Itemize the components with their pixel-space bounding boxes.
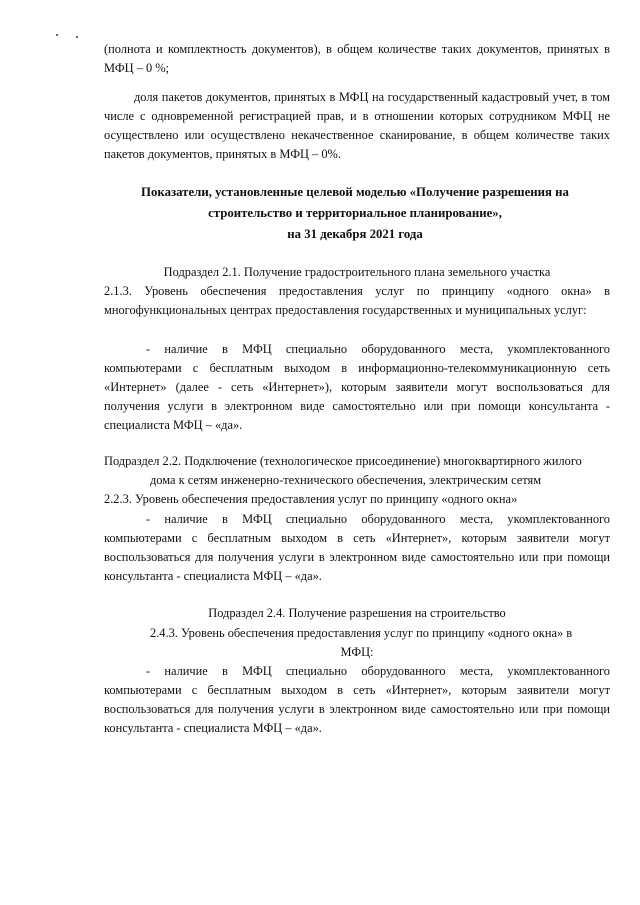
section-2-1-item: 2.1.3. Уровень обеспечения предоставления услуг по принципу «одного окна» в многофункциональных центрах предоставления государственных и муниципальных услуг: [104,284,610,317]
section-2-2-title-line-2: дома к сетям инженерно-технического обеспечения, электрическим сетям [150,473,542,487]
section-2-2-item: 2.2.3. Уровень обеспечения предоставления услуг по принципу «одного окна» [104,492,518,506]
heading-line-3: на 31 декабря 2021 года [287,227,423,241]
section-2-1-detail: - наличие в МФЦ специально оборудованного места, укомплектованного компьютерами с бесплатным выходом в информационно-телекоммуникационную сеть «Интернет» (далее - сеть «Интернет»), которым заявители могут воспользоваться для получения услуги в электронном виде самостоятельно или при помощи консультанта - специалиста МФЦ – «да». [104,342,610,432]
heading-line-1: Показатели, установленные целевой моделью «Получение разрешения на [141,185,569,199]
intro-paragraph-2: доля пакетов документов, принятых в МФЦ на государственный кадастровый учет, в том числе с одновременной регистрацией прав, и в отношении которых сотрудником МФЦ не осуществлено или осуществлено некачественное сканирование, в общем количестве таких пакетов документов, принятых в МФЦ – 0%. [104,90,610,161]
scan-speck [76,36,78,38]
intro-paragraph-1: (полнота и комплектность документов), в общем количестве таких документов, принятых в МФЦ – 0 %; [104,42,610,75]
section-2-2-detail: - наличие в МФЦ специально оборудованного места, укомплектованного компьютерами с бесплатным выходом в сеть «Интернет», которым заявители могут воспользоваться для получения услуги в электронном виде самостоятельно или при помощи консультанта - специалиста МФЦ – «да». [104,512,610,583]
section-2-4-detail: - наличие в МФЦ специально оборудованного места, укомплектованного компьютерами с бесплатным выходом в сеть «Интернет», которым заявители могут воспользоваться для получения услуги в электронном виде самостоятельно или при помощи консультанта - специалиста МФЦ – «да». [104,664,610,735]
section-2-4-title: Подраздел 2.4. Получение разрешения на строительство [208,606,506,620]
heading-line-2: строительство и территориальное планирование», [208,206,502,220]
scan-speck [56,34,58,36]
section-2-4-item-line-1: 2.4.3. Уровень обеспечения предоставления услуг по принципу «одного окна» в [150,626,573,640]
section-2-4-item-line-2: МФЦ: [340,645,374,659]
section-2-1-title: Подраздел 2.1. Получение градостроительного плана земельного участка [163,265,551,279]
section-2-2-title-line-1: Подраздел 2.2. Подключение (технологическое присоединение) многоквартирного жилого [104,454,582,468]
